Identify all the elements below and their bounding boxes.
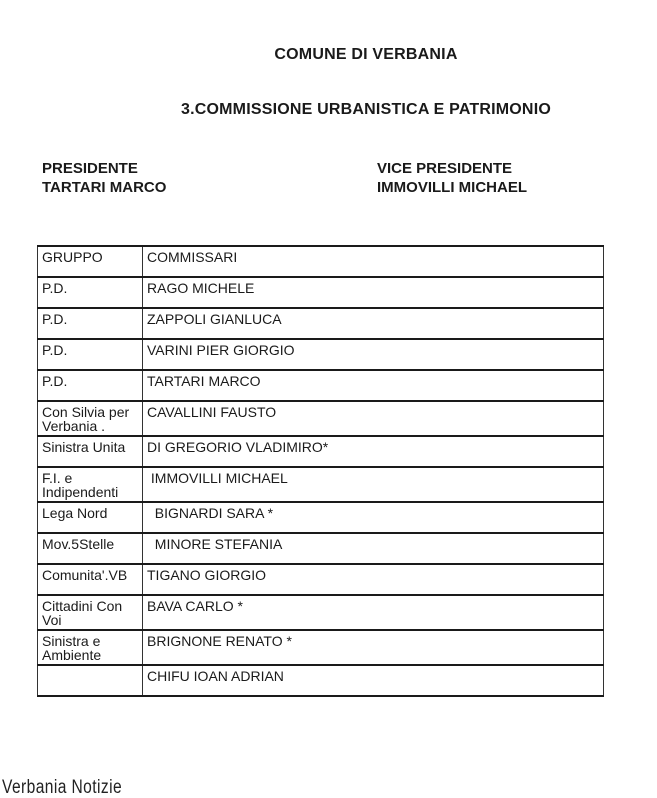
table-row [38, 308, 604, 339]
table-row [38, 436, 604, 467]
commissario-cell: MINORE STEFANIA [143, 533, 604, 564]
gruppo-cell: P.D. [38, 277, 143, 308]
commissario-cell: BAVA CARLO * [143, 595, 604, 630]
president-block [42, 159, 166, 197]
commissario-cell: ZAPPOLI GIANLUCA [143, 308, 604, 339]
gruppo-cell: Con Silvia per Verbania . [38, 401, 143, 436]
gruppo-cell [38, 665, 143, 696]
commissario-cell: CHIFU IOAN ADRIAN [143, 665, 604, 696]
gruppo-cell: F.I. e Indipendenti [38, 467, 143, 502]
gruppo-cell: P.D. [38, 339, 143, 370]
table-row [38, 467, 604, 502]
commissario-cell: TIGANO GIORGIO [143, 564, 604, 595]
gruppo-cell: P.D. [38, 308, 143, 339]
header-row [38, 246, 604, 277]
gruppo-cell: Sinistra e Ambiente [38, 630, 143, 665]
table-row [38, 277, 604, 308]
gruppo-cell: Lega Nord [38, 502, 143, 533]
gruppo-cell: Cittadini Con Voi [38, 595, 143, 630]
commissario-cell: VARINI PIER GIORGIO [143, 339, 604, 370]
commission-table [37, 245, 604, 697]
vice-president-label: VICE PRESIDENTE [377, 160, 513, 177]
gruppo-cell: Sinistra Unita [38, 436, 143, 467]
table-row [38, 370, 604, 401]
column-header-gruppo: GRUPPO [38, 246, 143, 277]
vice-president-name: IMMOVILLI MICHAEL [377, 179, 527, 196]
commissario-cell: RAGO MICHELE [143, 277, 604, 308]
table-row [38, 630, 604, 665]
table-row [38, 502, 604, 533]
commission-title: 3.COMMISSIONE URBANISTICA E PATRIMONIO [181, 101, 551, 118]
commissario-cell: BRIGNONE RENATO * [143, 630, 604, 665]
table-body [38, 277, 604, 696]
president-name: TARTARI MARCO [42, 179, 167, 196]
table-row [38, 339, 604, 370]
commissario-cell: IMMOVILLI MICHAEL [143, 467, 604, 502]
page-title: COMUNE DI VERBANIA [274, 46, 458, 63]
commissario-cell: CAVALLINI FAUSTO [143, 401, 604, 436]
watermark-text: Verbania Notizie [2, 777, 123, 798]
table-row [38, 564, 604, 595]
table-row [38, 595, 604, 630]
president-label: PRESIDENTE [42, 160, 138, 177]
table-row [38, 665, 604, 696]
commissario-cell: BIGNARDI SARA * [143, 502, 604, 533]
table-row [38, 401, 604, 436]
commissario-cell: DI GREGORIO VLADIMIRO* [143, 436, 604, 467]
gruppo-cell: Comunita'.VB [38, 564, 143, 595]
gruppo-cell: Mov.5Stelle [38, 533, 143, 564]
commissario-cell: TARTARI MARCO [143, 370, 604, 401]
table-row [38, 533, 604, 564]
gruppo-cell: P.D. [38, 370, 143, 401]
vice-president-block [377, 159, 527, 197]
table-header [38, 246, 604, 277]
column-header-commissari: COMMISSARI [143, 246, 604, 277]
